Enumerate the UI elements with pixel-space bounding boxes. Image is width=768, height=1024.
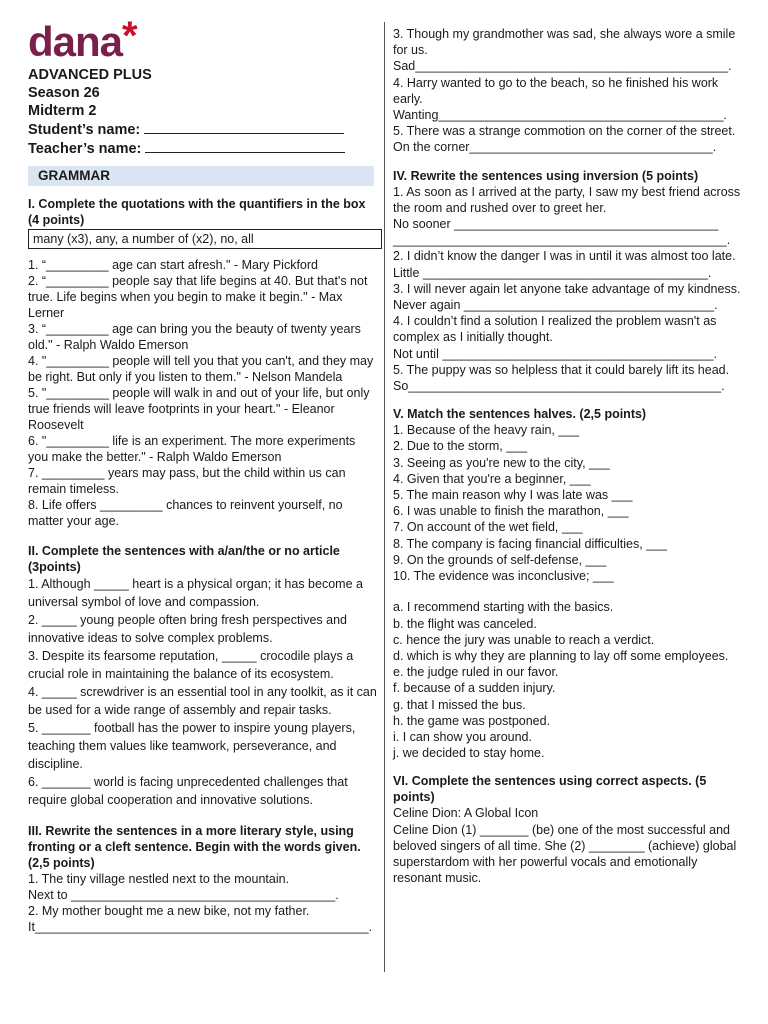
inversion-item: So_____________________________________________. xyxy=(393,379,725,394)
student-name-label: Student’s name: xyxy=(28,122,141,138)
rewrite-item: Next to ______________________________________. xyxy=(28,888,339,902)
rewrite-item: It________________________________________________. xyxy=(28,920,373,934)
section-5-items xyxy=(393,422,745,584)
sentence-half: 7. On account of the wet field, ___ xyxy=(393,520,583,535)
inversion-item: 3. I will never again let anyone take advantage of my kindness. xyxy=(393,281,741,296)
inversion-item: ________________________________________________. xyxy=(393,233,731,248)
quotation-item: 3. “_________ age can bring you the beauty of twenty years old." - Ralph Waldo Emerson xyxy=(28,322,361,352)
sentence-half: 5. The main reason why I was late was ___ xyxy=(393,488,633,503)
sentence-half: 8. The company is facing financial difficulties, ___ xyxy=(393,536,667,551)
match-option: e. the judge ruled in our favor. xyxy=(393,665,559,680)
quantifier-box: many (x3), any, a number of (x2), no, all xyxy=(28,229,382,249)
aspect-item: Celine Dion (1) _______ (be) one of the most successful and beloved singers of all time. She (2) ________ (achieve) global superstardom with her powerful vocals and emotionally resonant music. xyxy=(393,822,737,886)
right-column xyxy=(393,26,745,886)
section-5-title: V. Match the sentences halves. (2,5 points) xyxy=(393,407,647,422)
article-item: 3. Despite its fearsome reputation, _____ crocodile plays a crucial role in maintaining the balance of its ecosystem. xyxy=(28,649,354,681)
sentence-half: 2. Due to the storm, ___ xyxy=(393,439,528,454)
match-option: h. the game was postponed. xyxy=(393,713,551,728)
quotation-item: 5. "_________ people will walk in and out of your life, but only true friends will leave footprints in your heart." - Eleanor Roosevelt xyxy=(28,386,370,432)
column-divider xyxy=(384,22,385,972)
inversion-item: No sooner ______________________________________ xyxy=(393,217,719,232)
sentence-half: 6. I was unable to finish the marathon, ___ xyxy=(393,504,629,519)
teacher-name-label: Teacher’s name: xyxy=(28,141,142,157)
section-4-title: IV. Rewrite the sentences using inversion (5 points) xyxy=(393,168,699,183)
rewrite-item: 1. The tiny village nestled next to the mountain. xyxy=(28,872,290,886)
quotation-item: 7. _________ years may pass, but the child within us can remain timeless. xyxy=(28,466,346,496)
match-option: b. the flight was canceled. xyxy=(393,616,537,631)
section-3-title: III. Rewrite the sentences in a more literary style, using fronting or a cleft sentence. Begin with the words given. (2,5 points) xyxy=(28,824,361,870)
exam-title: Midterm 2 xyxy=(28,103,97,119)
student-name-field[interactable] xyxy=(144,120,344,134)
section-1-title: I. Complete the quotations with the quantifiers in the box (4 points) xyxy=(28,197,366,227)
sentence-half: 10. The evidence was inconclusive; ___ xyxy=(393,569,614,584)
section-5-options xyxy=(393,599,745,761)
grammar-section-bar: GRAMMAR xyxy=(28,166,374,186)
match-option: g. that I missed the bus. xyxy=(393,697,526,712)
quotation-item: 8. Life offers _________ chances to reinvent yourself, no matter your age. xyxy=(28,498,343,528)
rewrite-item: 3. Though my grandmother was sad, she always wore a smile for us. xyxy=(393,27,736,58)
teacher-name-field[interactable] xyxy=(145,139,345,153)
quotation-item: 4. "_________ people will tell you that you can't, and they may be right. But only if you listen to them." - Nelson Mandela xyxy=(28,354,374,384)
rewrite-item: On the corner___________________________________. xyxy=(393,140,717,155)
inversion-item: 1. As soon as I arrived at the party, I saw my best friend across the room and rushed over to greet her. xyxy=(393,184,741,215)
section-2-title: II. Complete the sentences with a/an/the or no article (3points) xyxy=(28,544,340,574)
sentence-half: 4. Given that you're a beginner, ___ xyxy=(393,471,591,486)
dana-logo: dana* xyxy=(28,14,137,65)
article-item: 2. _____ young people often bring fresh perspectives and innovative ideas to solve complex problems. xyxy=(28,613,347,645)
section-3-items-continued xyxy=(393,26,745,156)
rewrite-item: Wanting_________________________________________. xyxy=(393,108,727,123)
left-column xyxy=(28,14,378,935)
rewrite-item: Sad_____________________________________________. xyxy=(393,59,732,74)
section-6-items xyxy=(393,805,745,886)
article-item: 1. Although _____ heart is a physical organ; it has become a universal symbol of love and compassion. xyxy=(28,577,363,609)
aspect-item: Celine Dion: A Global Icon xyxy=(393,806,539,821)
match-option: c. hence the jury was unable to reach a verdict. xyxy=(393,632,655,647)
inversion-item: Never again ____________________________________. xyxy=(393,298,718,313)
match-option: i. I can show you around. xyxy=(393,729,532,744)
quotation-item: 6. "_________ life is an experiment. The more experiments you make the better." - Ralph Waldo Emerson xyxy=(28,434,356,464)
article-item: 5. _______ football has the power to inspire young players, teaching them values like teamwork, perseverance, and discipline. xyxy=(28,721,356,771)
inversion-item: Not until _______________________________________. xyxy=(393,346,717,361)
inversion-item: 2. I didn’t know the danger I was in until it was almost too late. xyxy=(393,249,736,264)
section-2-items xyxy=(28,575,378,809)
section-4-items xyxy=(393,184,745,395)
student-name-row xyxy=(28,120,378,139)
rewrite-item: 2. My mother bought me a new bike, not my father. xyxy=(28,904,310,918)
level-title: ADVANCED PLUS xyxy=(28,67,152,83)
inversion-item: 5. The puppy was so helpless that it could barely lift its head. xyxy=(393,362,730,377)
quotation-item: 2. “_________ people say that life begins at 40. But that's not true. Life begins when you begin to make it begin." - Max Lerner xyxy=(28,274,368,320)
inversion-item: Little _________________________________________. xyxy=(393,265,712,280)
rewrite-item: 4. Harry wanted to go to the beach, so he finished his work early. xyxy=(393,75,719,106)
rewrite-item: 5. There was a strange commotion on the corner of the street. xyxy=(393,124,736,139)
section-3-items xyxy=(28,871,378,935)
section-6-title: VI. Complete the sentences using correct aspects. (5 points) xyxy=(393,774,707,805)
match-option: a. I recommend starting with the basics. xyxy=(393,600,614,615)
inversion-item: 4. I couldn’t find a solution I realized the problem wasn't as complex as I initially thought. xyxy=(393,314,717,345)
sentence-half: 1. Because of the heavy rain, ___ xyxy=(393,423,580,438)
season-title: Season 26 xyxy=(28,85,100,101)
article-item: 4. _____ screwdriver is an essential tool in any toolkit, as it can be used for a wide range of assembly and repair tasks. xyxy=(28,685,377,717)
article-item: 6. _______ world is facing unprecedented challenges that require global cooperation and innovative solutions. xyxy=(28,775,348,807)
match-option: j. we decided to stay home. xyxy=(393,746,545,761)
sentence-half: 3. Seeing as you're new to the city, ___ xyxy=(393,455,610,470)
section-1-items xyxy=(28,257,378,529)
match-option: d. which is why they are planning to lay off some employees. xyxy=(393,648,729,663)
quotation-item: 1. “_________ age can start afresh." - Mary Pickford xyxy=(28,258,319,272)
sentence-half: 9. On the grounds of self-defense, ___ xyxy=(393,552,607,567)
teacher-name-row xyxy=(28,139,378,158)
match-option: f. because of a sudden injury. xyxy=(393,681,556,696)
